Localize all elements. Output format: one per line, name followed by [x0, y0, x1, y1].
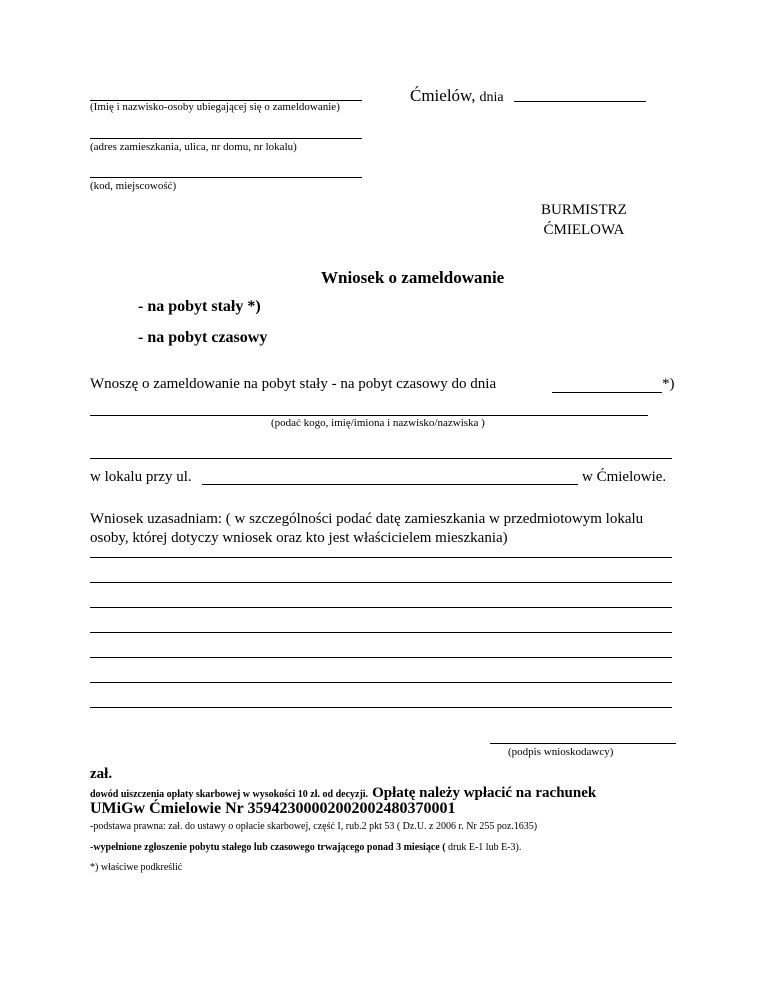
- option-permanent: - na pobyt stały *): [138, 298, 261, 315]
- justification-field-line[interactable]: [90, 632, 672, 633]
- addressee-line1: BURMISTRZ: [541, 202, 627, 218]
- justification-line1: Wniosek uzasadniam: ( w szczególności podać datę zamieszkania w przedmiotowym lokalu: [90, 511, 644, 527]
- request-text: Wnoszę o zameldowanie na pobyt stały - na pobyt czasowy do dnia: [90, 376, 497, 392]
- registration-form-normal: druk E-1 lub E-3).: [445, 842, 522, 853]
- justification-field-line[interactable]: [90, 582, 672, 583]
- signature-line[interactable]: [490, 743, 676, 744]
- addressee: [541, 200, 627, 240]
- person-caption: (podać kogo, imię/imiona i nazwisko/nazwiska ): [271, 417, 485, 429]
- date-field-line[interactable]: [514, 101, 646, 102]
- person-line[interactable]: [90, 415, 648, 416]
- fee-small-text: dowód uiszczenia opłaty skarbowej w wysokości 10 zł. od decyzji.: [90, 789, 369, 800]
- justification-line2: osoby, której dotyczy wniosek oraz kto jest właścicielem mieszkania): [90, 530, 508, 546]
- applicant-address-caption: (adres zamieszkania, ulica, nr domu, nr lokalu): [90, 141, 297, 153]
- signature-caption: (podpis wnioskodawcy): [508, 746, 614, 758]
- justification-field-line[interactable]: [90, 707, 672, 708]
- applicant-city-line[interactable]: [90, 177, 362, 178]
- applicant-address-line[interactable]: [90, 138, 362, 139]
- legal-basis: -podstawa prawna: zał. do ustawy o opłacie skarbowej, część I, rub.2 pkt 53 ( Dz.U. z 2006 r. Nr 255 poz.1635): [90, 821, 538, 832]
- justification-field-line[interactable]: [90, 607, 672, 608]
- option-temporary: - na pobyt czasowy: [138, 329, 268, 346]
- person-line-2[interactable]: [90, 458, 672, 459]
- registration-form-item: [90, 842, 521, 853]
- bank-account: UMiGw Ćmielowie Nr 35942300002002002480370001: [90, 800, 456, 817]
- fee-large-text: Opłatę należy wpłacić na rachunek: [372, 785, 597, 801]
- applicant-city-caption: (kod, miejscowość): [90, 180, 177, 192]
- place-date: [410, 86, 504, 106]
- addressee-line2: ĆMIELOWA: [543, 222, 625, 238]
- request-suffix: *): [662, 376, 675, 392]
- justification-field-line[interactable]: [90, 557, 672, 558]
- premises-prefix: w lokalu przy ul.: [90, 469, 192, 485]
- attachments-heading: zał.: [90, 766, 113, 782]
- justification-field-line[interactable]: [90, 657, 672, 658]
- premises-street-line[interactable]: [202, 484, 578, 485]
- document-title: Wniosek o zameldowanie: [321, 268, 505, 287]
- request-date-line[interactable]: [552, 392, 662, 393]
- applicant-name-caption: (Imię i nazwisko-osoby ubiegającej się o zameldowanie): [90, 101, 340, 113]
- footnote: *) właściwe podkreślić: [90, 862, 183, 873]
- date-label: dnia: [479, 90, 504, 105]
- place-city: Ćmielów,: [410, 86, 476, 105]
- justification-field-line[interactable]: [90, 682, 672, 683]
- premises-suffix: w Ćmielowie.: [582, 469, 667, 485]
- registration-form-bold: -wypełnione zgłoszenie pobytu stałego lub czasowego trwającego ponad 3 miesiące (: [90, 842, 446, 853]
